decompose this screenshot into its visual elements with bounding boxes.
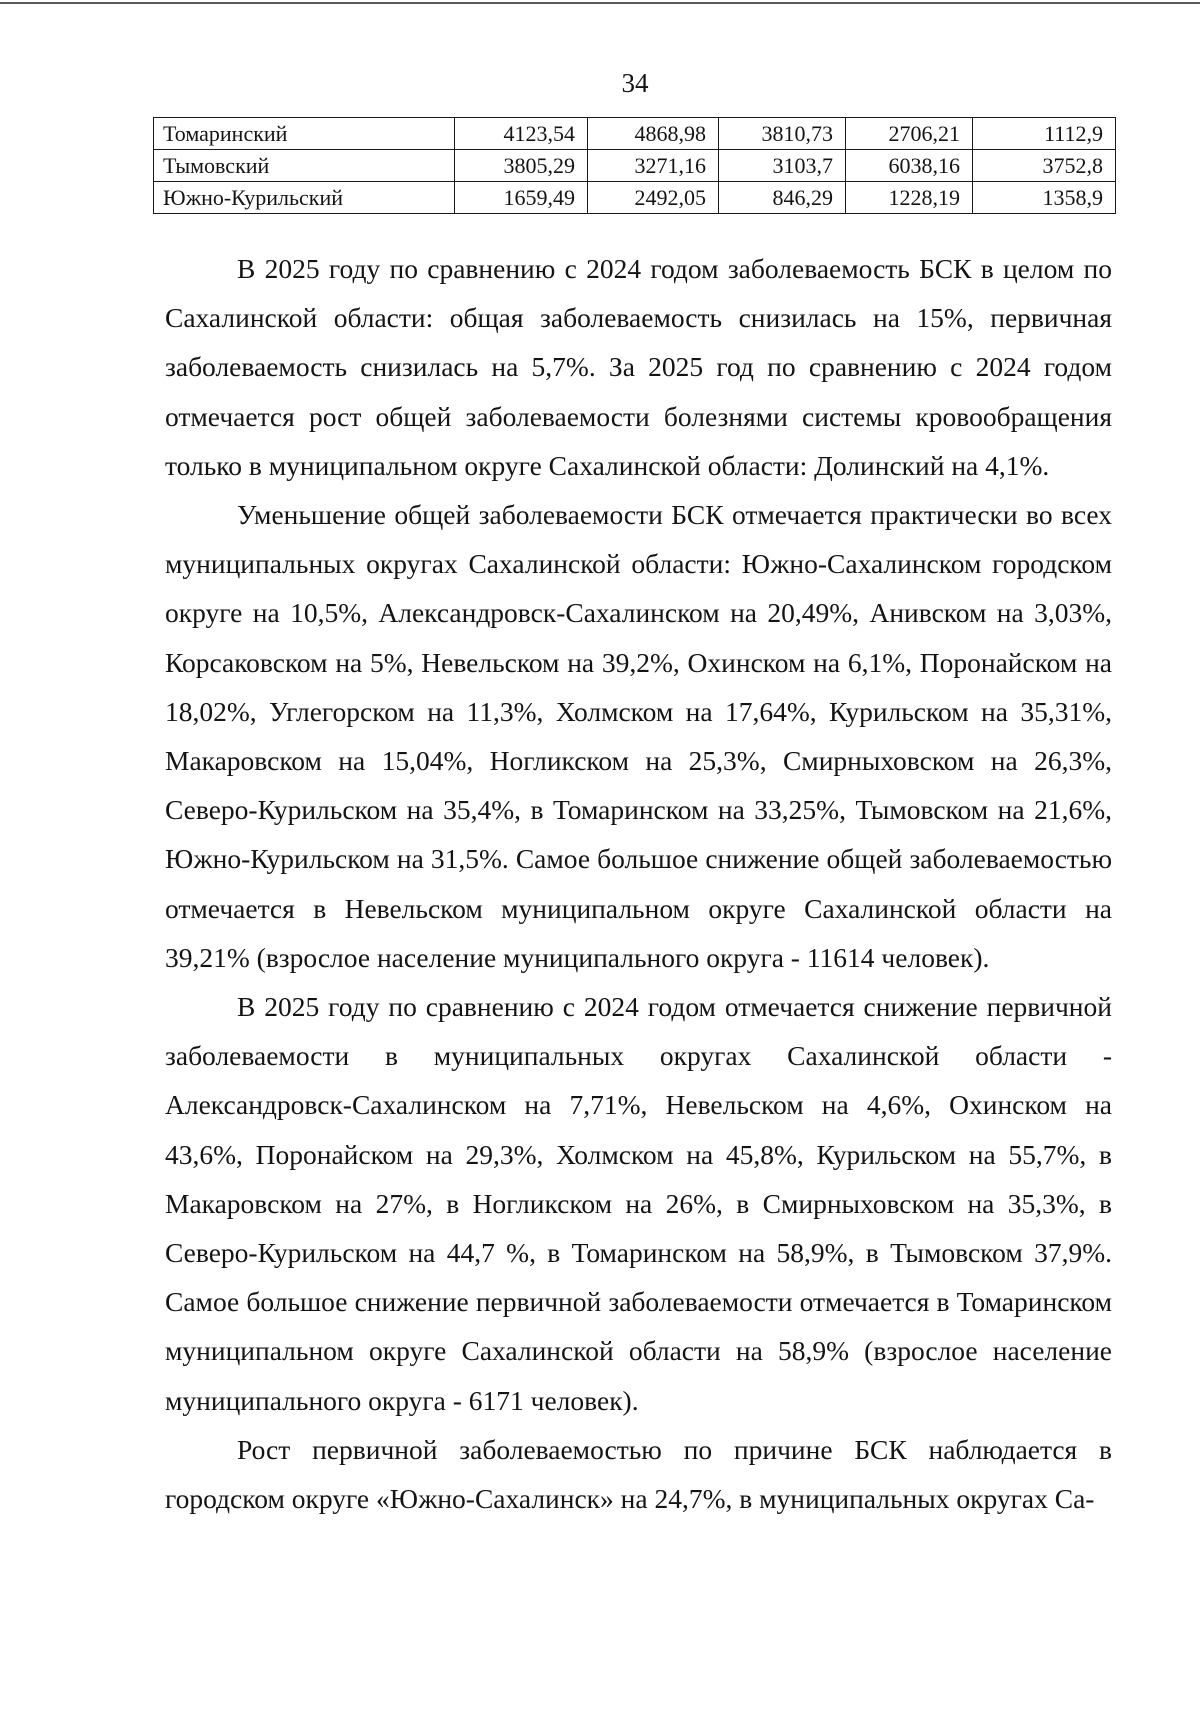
- table-cell-value: 6038,16: [846, 150, 973, 182]
- paragraph-overall-morbidity: В 2025 году по сравнению с 2024 годом заболеваемость БСК в целом по Сахалинской области: общая заболеваемость снизилась на 15%, первичная заболеваемость снизилась на 5,7%. За 2025 год по сравнению с 2024 годом отмечается рост общей заболеваемости болезнями системы кровообращения только в муниципальном округе Сахалинской области: Долинский на 4,1%.: [165, 253, 1112, 481]
- table-cell-value: 846,29: [719, 182, 846, 214]
- table-cell-value: 3810,73: [719, 118, 846, 150]
- table-cell-value: 1228,19: [846, 182, 973, 214]
- table-cell-value: 1659,49: [455, 182, 588, 214]
- page-number: 34: [621, 68, 649, 98]
- table-cell-value: 3752,8: [973, 150, 1116, 182]
- table-row: [154, 118, 1116, 150]
- table-cell-district: Томаринский: [154, 118, 455, 150]
- paragraph-primary-morbidity-decrease: В 2025 году по сравнению с 2024 годом отмечается снижение первичной заболеваемости в муниципальных округах Сахалинской области - Александровск-Сахалинском на 7,71%, Невельском на 4,6%, Охинском на 43,6%, Поронайском на 29,3%, Холмском на 45,8%, Курильском на 55,7%, в Макаровском на 27%, в Ногликском на 26%, в Смирныховском на 35,3%, в Северо-Курильском на 44,7 %, в Томаринском на 58,9%, в Тымовском 37,9%. Самое большое снижение первичной заболеваемости отмечается в Томаринском муниципальном округе Сахалинской области на 58,9% (взрослое население муниципального округа - 6171 человек).: [165, 991, 1112, 1416]
- table-cell-value: 4868,98: [588, 118, 719, 150]
- table-cell-district: Южно-Курильский: [154, 182, 455, 214]
- table-cell-value: 3805,29: [455, 150, 588, 182]
- paragraph-primary-morbidity-growth: Рост первичной заболеваемостью по причине БСК наблюдается в городском округе «Южно-Сахалинск» на 24,7%, в муниципальных округах Са-: [165, 1433, 1112, 1515]
- page-top-border: [0, 2, 1200, 4]
- table-row: [154, 150, 1116, 182]
- table-cell-value: 1112,9: [973, 118, 1116, 150]
- table-cell-value: 4123,54: [455, 118, 588, 150]
- district-data-table: [153, 117, 1116, 214]
- table-cell-district: Тымовский: [154, 150, 455, 182]
- table-cell-value: 1358,9: [973, 182, 1116, 214]
- table-cell-value: 3103,7: [719, 150, 846, 182]
- table-cell-value: 3271,16: [588, 150, 719, 182]
- table-cell-value: 2706,21: [846, 118, 973, 150]
- document-body: [165, 244, 1112, 1523]
- table-cell-value: 2492,05: [588, 182, 719, 214]
- table-row: [154, 182, 1116, 214]
- paragraph-general-morbidity-decrease: Уменьшение общей заболеваемости БСК отмечается практически во всех муниципальных округах Сахалинской области: Южно-Сахалинском городском округе на 10,5%, Александровск-Сахалинском на 20,49%, Анивском на 3,03%, Корсаковском на 5%, Невельском на 39,2%, Охинском на 6,1%, Поронайском на 18,02%, Углегорском на 11,3%, Холмском на 17,64%, Курильском на 35,31%, Макаровском на 15,04%, Ногликском на 25,3%, Смирныховском на 26,3%, Северо-Курильском на 35,4%, в Томаринском на 33,25%, Тымовском на 21,6%, Южно-Курильском на 31,5%. Самое большое снижение общей заболеваемостью отмечается в Невельском муниципальном округе Сахалинской области на 39,21% (взрослое население муниципального округа - 11614 человек).: [165, 499, 1112, 973]
